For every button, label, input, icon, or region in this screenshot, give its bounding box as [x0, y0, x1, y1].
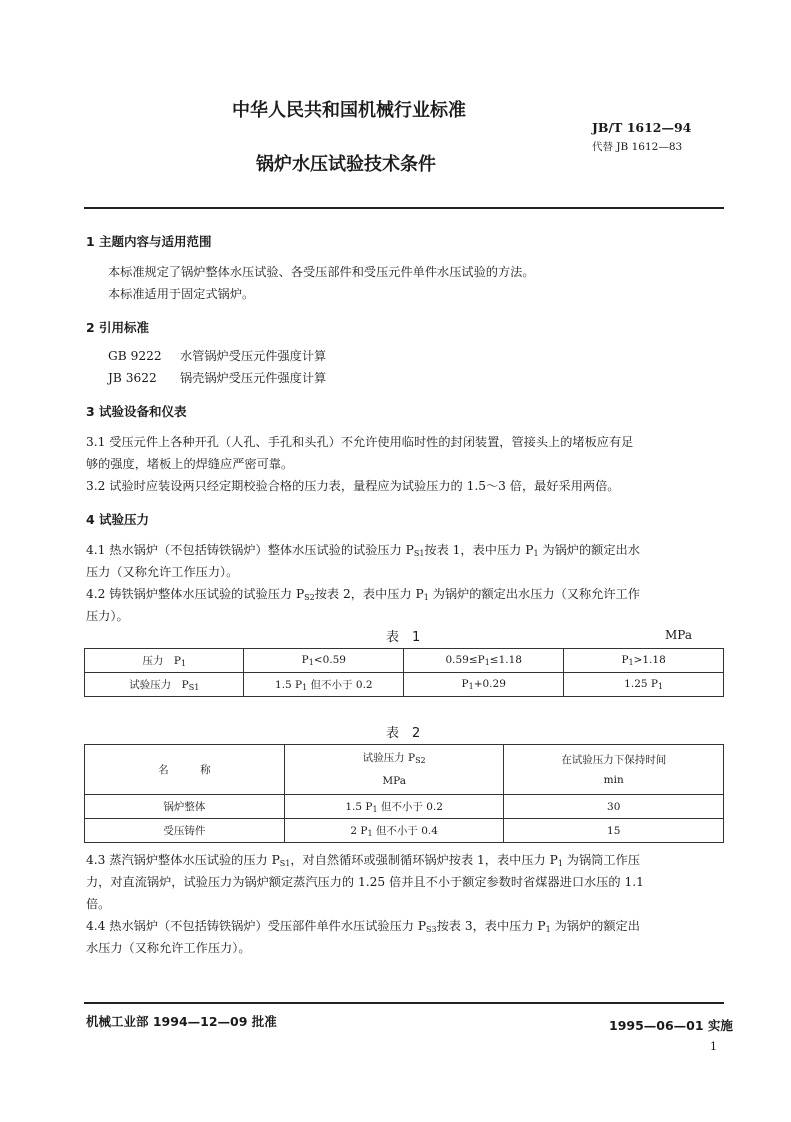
table-header-time	[504, 745, 724, 795]
clause-4-3-line-1	[86, 850, 640, 874]
org-title: 中华人民共和国机械行业标准	[232, 100, 466, 121]
subscript: S1	[413, 549, 425, 558]
section-4-heading: 4 试验压力	[86, 512, 150, 527]
text-run: 为锅炉的额定出水	[538, 543, 640, 557]
text-run: 4.4 热水锅炉（不包括铸铁锅炉）受压部件单件水压试验压力 P	[86, 919, 427, 933]
text-run: 按表 3，表中压力 P	[436, 919, 546, 933]
table-2-caption: 表 2	[386, 726, 421, 741]
table-cell: 1.5 $P_1$ 但不小于 0.2	[244, 673, 404, 697]
clause-4-1-line-2: 压力（又称允许工作压力）。	[86, 565, 239, 579]
table-cell: $P_1>1.18$	[564, 649, 724, 673]
ref-1-title: 水管锅炉受压元件强度计算	[180, 349, 327, 363]
header-rule	[84, 207, 724, 209]
table-header-name: 名 称	[85, 745, 285, 795]
clause-4-3-line-3: 倍。	[86, 897, 111, 911]
clause-4-1-line-1	[86, 540, 640, 564]
section-1-para-2: 本标准适用于固定式锅炉。	[108, 287, 255, 301]
text-run: 4.3 蒸汽锅炉整体水压试验的压力 P	[86, 853, 280, 867]
unit-label: MPa	[382, 775, 406, 787]
clause-4-4-line-1	[86, 916, 640, 940]
table-cell: 锅炉整体	[85, 795, 285, 819]
clause-3-1-line-1: 3.1 受压元件上各种开孔（人孔、手孔和头孔）不允许使用临时性的封闭装置，管接头上的堵板应有足	[86, 435, 634, 449]
section-2-heading: 2 引用标准	[86, 320, 150, 335]
text-run: 4.1 热水锅炉（不包括铸铁锅炉）整体水压试验的试验压力 P	[86, 543, 414, 557]
table-cell: 受压铸件	[85, 819, 285, 843]
subscript: S3	[426, 925, 437, 934]
text-run: 按表 2，表中压力 P	[314, 587, 424, 601]
text-run: 为锅炉的额定出水压力（又称允许工作	[428, 587, 640, 601]
table-1	[84, 648, 724, 697]
text-run: 4.2 铸铁锅炉整体水压试验的试验压力 P	[86, 587, 305, 601]
section-1-heading: 1 主题内容与适用范围	[86, 234, 212, 249]
subscript: 1	[545, 925, 551, 934]
document-title: 锅炉水压试验技术条件	[256, 154, 436, 175]
subscript: 1	[557, 859, 563, 868]
table-cell: 15	[504, 819, 724, 843]
approval-line: 机械工业部 1994—12—09 批准	[86, 1014, 277, 1029]
unit-label: min	[603, 773, 624, 786]
text-run: 按表 1，表中压力 P	[424, 543, 534, 557]
ref-2-title: 锅壳锅炉受压元件强度计算	[180, 371, 327, 385]
clause-4-4-line-2: 水压力（又称允许工作压力）。	[86, 941, 251, 955]
effective-date: 1995—06—01 实施	[609, 1018, 733, 1033]
replaces-note: 代替 JB 1612—83	[592, 141, 683, 153]
footer-rule	[84, 1002, 724, 1004]
table-header-pressure: 试验压力 $P_{S2}$ MPa	[284, 745, 504, 795]
ref-2-code: JB 3622	[108, 371, 157, 385]
clause-4-3-line-2: 力，对直流锅炉，试验压力为锅炉额定蒸汽压力的 1.25 倍并且不小于额定参数时省煤器进口水压的 1.1	[86, 875, 644, 889]
subscript: 1	[423, 593, 429, 602]
standard-number: JB/T 1612—94	[592, 120, 692, 135]
table-1-caption: 表 1	[386, 630, 421, 645]
table-cell: $0.59\le P_1\le 1.18$	[404, 649, 564, 673]
table-cell: 1.25 $P_1$	[564, 673, 724, 697]
header-text: 在试验压力下保持时间	[561, 753, 667, 766]
table-cell: 压力 $P_1$	[85, 649, 244, 673]
table-cell: 1.5 $P_1$ 但不小于 0.2	[284, 795, 504, 819]
table-cell: $P_1<0.59$	[244, 649, 404, 673]
subscript: 1	[533, 549, 539, 558]
table-cell: 试验压力 $P_{S1}$	[85, 673, 244, 697]
text-run: 为锅炉的额定出	[550, 919, 640, 933]
section-3-heading: 3 试验设备和仪表	[86, 404, 187, 419]
section-1-para-1: 本标准规定了锅炉整体水压试验、各受压部件和受压元件单件水压试验的方法。	[108, 265, 535, 279]
clause-4-2-line-2: 压力）。	[86, 609, 129, 623]
clause-3-2: 3.2 试验时应装设两只经定期校验合格的压力表，量程应为试验压力的 1.5～3 倍，最好采用两倍。	[86, 479, 620, 493]
text-run: ，对自然循环或强制循环锅炉按表 1，表中压力 P	[290, 853, 558, 867]
page-number: 1	[710, 1040, 717, 1053]
table-cell: 2 $P_1$ 但不小于 0.4	[284, 819, 504, 843]
table-cell: $P_1+0.29$	[404, 673, 564, 697]
table-cell: 30	[504, 795, 724, 819]
table-1-unit: MPa	[665, 628, 692, 642]
text-run: 为锅筒工作压	[562, 853, 640, 867]
clause-3-1-line-2: 够的强度，堵板上的焊缝应严密可靠。	[86, 457, 294, 471]
subscript: S2	[304, 593, 315, 602]
subscript: S1	[279, 859, 291, 868]
ref-1-code: GB 9222	[108, 349, 162, 363]
clause-4-2-line-1	[86, 584, 640, 608]
table-2	[84, 744, 724, 843]
